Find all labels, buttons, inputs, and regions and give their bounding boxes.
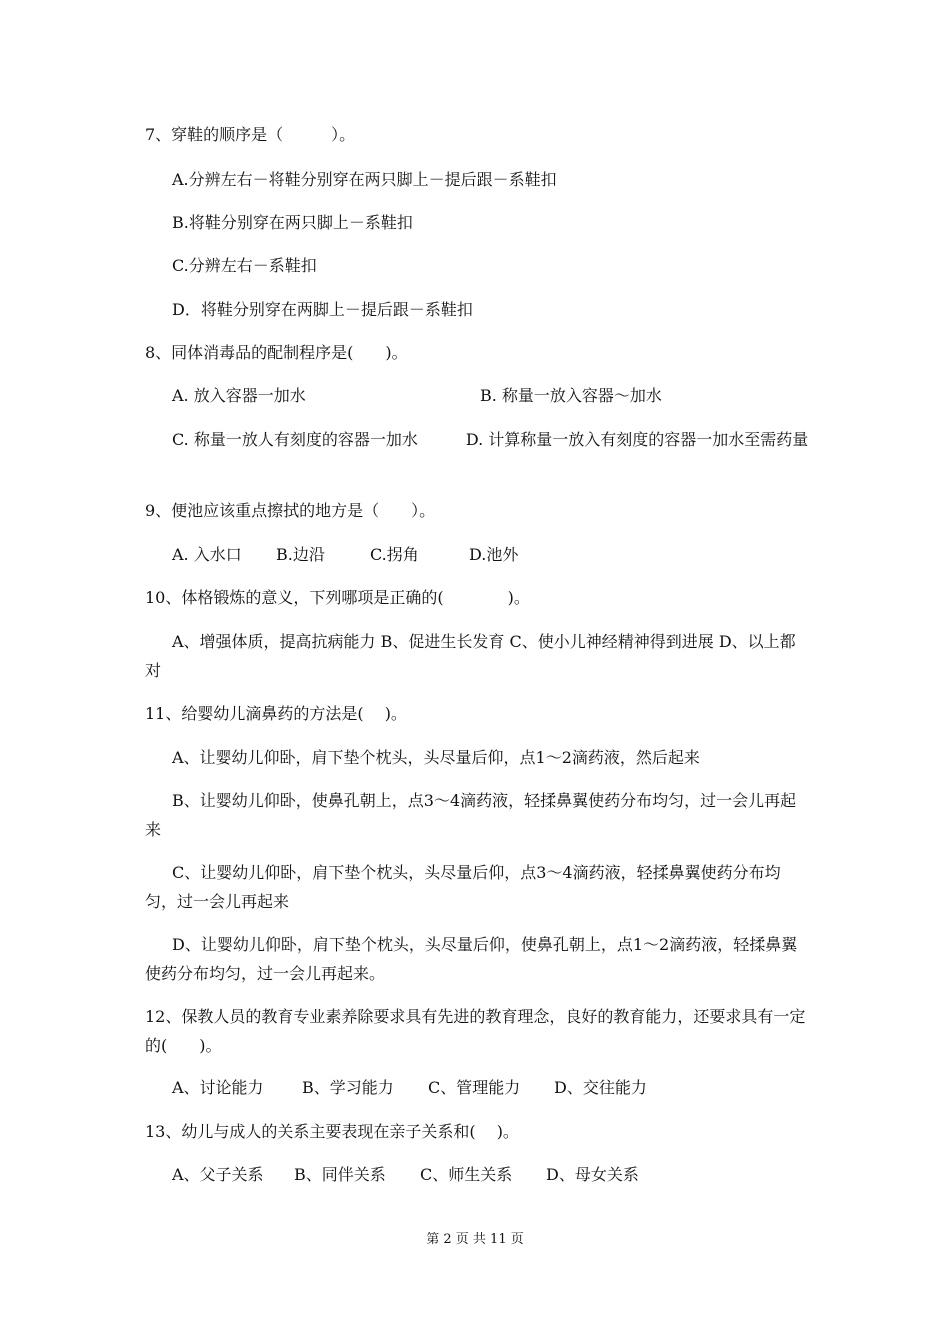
question-12-option-c: C、管理能力 (428, 1078, 521, 1097)
question-12-option-d: D、交往能力 (554, 1078, 647, 1097)
question-11-option-a: A、让婴幼儿仰卧，肩下垫个枕头，头尽量后仰，点1～2滴药液，然后起来 (172, 748, 700, 767)
question-11-option-b: B、让婴幼儿仰卧，使鼻孔朝上，点3～4滴药液，轻揉鼻翼使药分布均匀，过一会儿再起来 (145, 791, 797, 839)
question-13-option-b: B、同伴关系 (294, 1165, 386, 1184)
question-8-stem: 8、同体消毒品的配制程序是( )。 (145, 343, 408, 362)
question-10-stem: 10、体格锻炼的意义，下列哪项是正确的( )。 (145, 588, 530, 607)
question-7-option-a: A.分辨左右－将鞋分别穿在两只脚上－提后跟－系鞋扣 (172, 170, 557, 189)
question-13-option-d: D、母女关系 (546, 1165, 639, 1184)
question-11-stem: 11、给婴幼儿滴鼻药的方法是( )。 (145, 704, 407, 723)
question-9-option-a: A. 入水口 (172, 545, 242, 564)
question-8-options-cd: C. 称量一放人有刻度的容器一加水 D. 计算称量一放入有刻度的容器一加水至需药量 (172, 430, 809, 449)
question-9-option-c: C.拐角 (370, 545, 419, 564)
question-13-stem: 13、幼儿与成人的关系主要表现在亲子关系和( )。 (145, 1122, 519, 1141)
question-7-stem: 7、穿鞋的顺序是（ ）。 (145, 125, 356, 144)
question-9-stem: 9、便池应该重点擦拭的地方是（ ）。 (145, 501, 436, 520)
question-10-options: A、增强体质，提高抗病能力 B、促进生长发育 C、使小儿神经精神得到进展 D、以上都对 (145, 632, 796, 680)
question-11-option-c: C、让婴幼儿仰卧，肩下垫个枕头，头尽量后仰，点3～4滴药液，轻揉鼻翼使药分布均匀，过一会儿再起来 (145, 863, 781, 911)
question-7-option-b: B.将鞋分别穿在两只脚上－系鞋扣 (172, 213, 413, 232)
question-12-option-a: A、讨论能力 (172, 1078, 264, 1097)
question-8-option-a: A. 放入容器一加水 (172, 386, 306, 405)
question-7-option-d: D．将鞋分别穿在两脚上－提后跟－系鞋扣 (172, 300, 473, 319)
question-12-option-b: B、学习能力 (302, 1078, 394, 1097)
question-7-option-c: C.分辨左右－系鞋扣 (172, 256, 317, 275)
question-13-option-c: C、师生关系 (420, 1165, 513, 1184)
question-8-option-b: B. 称量一放入容器～加水 (480, 386, 662, 405)
page-number-footer: 第 2 页 共 11 页 (426, 1232, 524, 1247)
question-9-option-d: D.池外 (469, 545, 519, 564)
question-13-option-a: A、父子关系 (172, 1165, 264, 1184)
question-9-option-b: B.边沿 (276, 545, 325, 564)
question-12-stem: 12、保教人员的教育专业素养除要求具有先进的教育理念，良好的教育能力，还要求具有一定的( )。 (145, 1007, 806, 1055)
question-11-option-d: D、让婴幼儿仰卧，肩下垫个枕头，头尽量后仰，使鼻孔朝上，点1～2滴药液，轻揉鼻翼使药分布均匀，过一会儿再起来。 (145, 935, 798, 983)
